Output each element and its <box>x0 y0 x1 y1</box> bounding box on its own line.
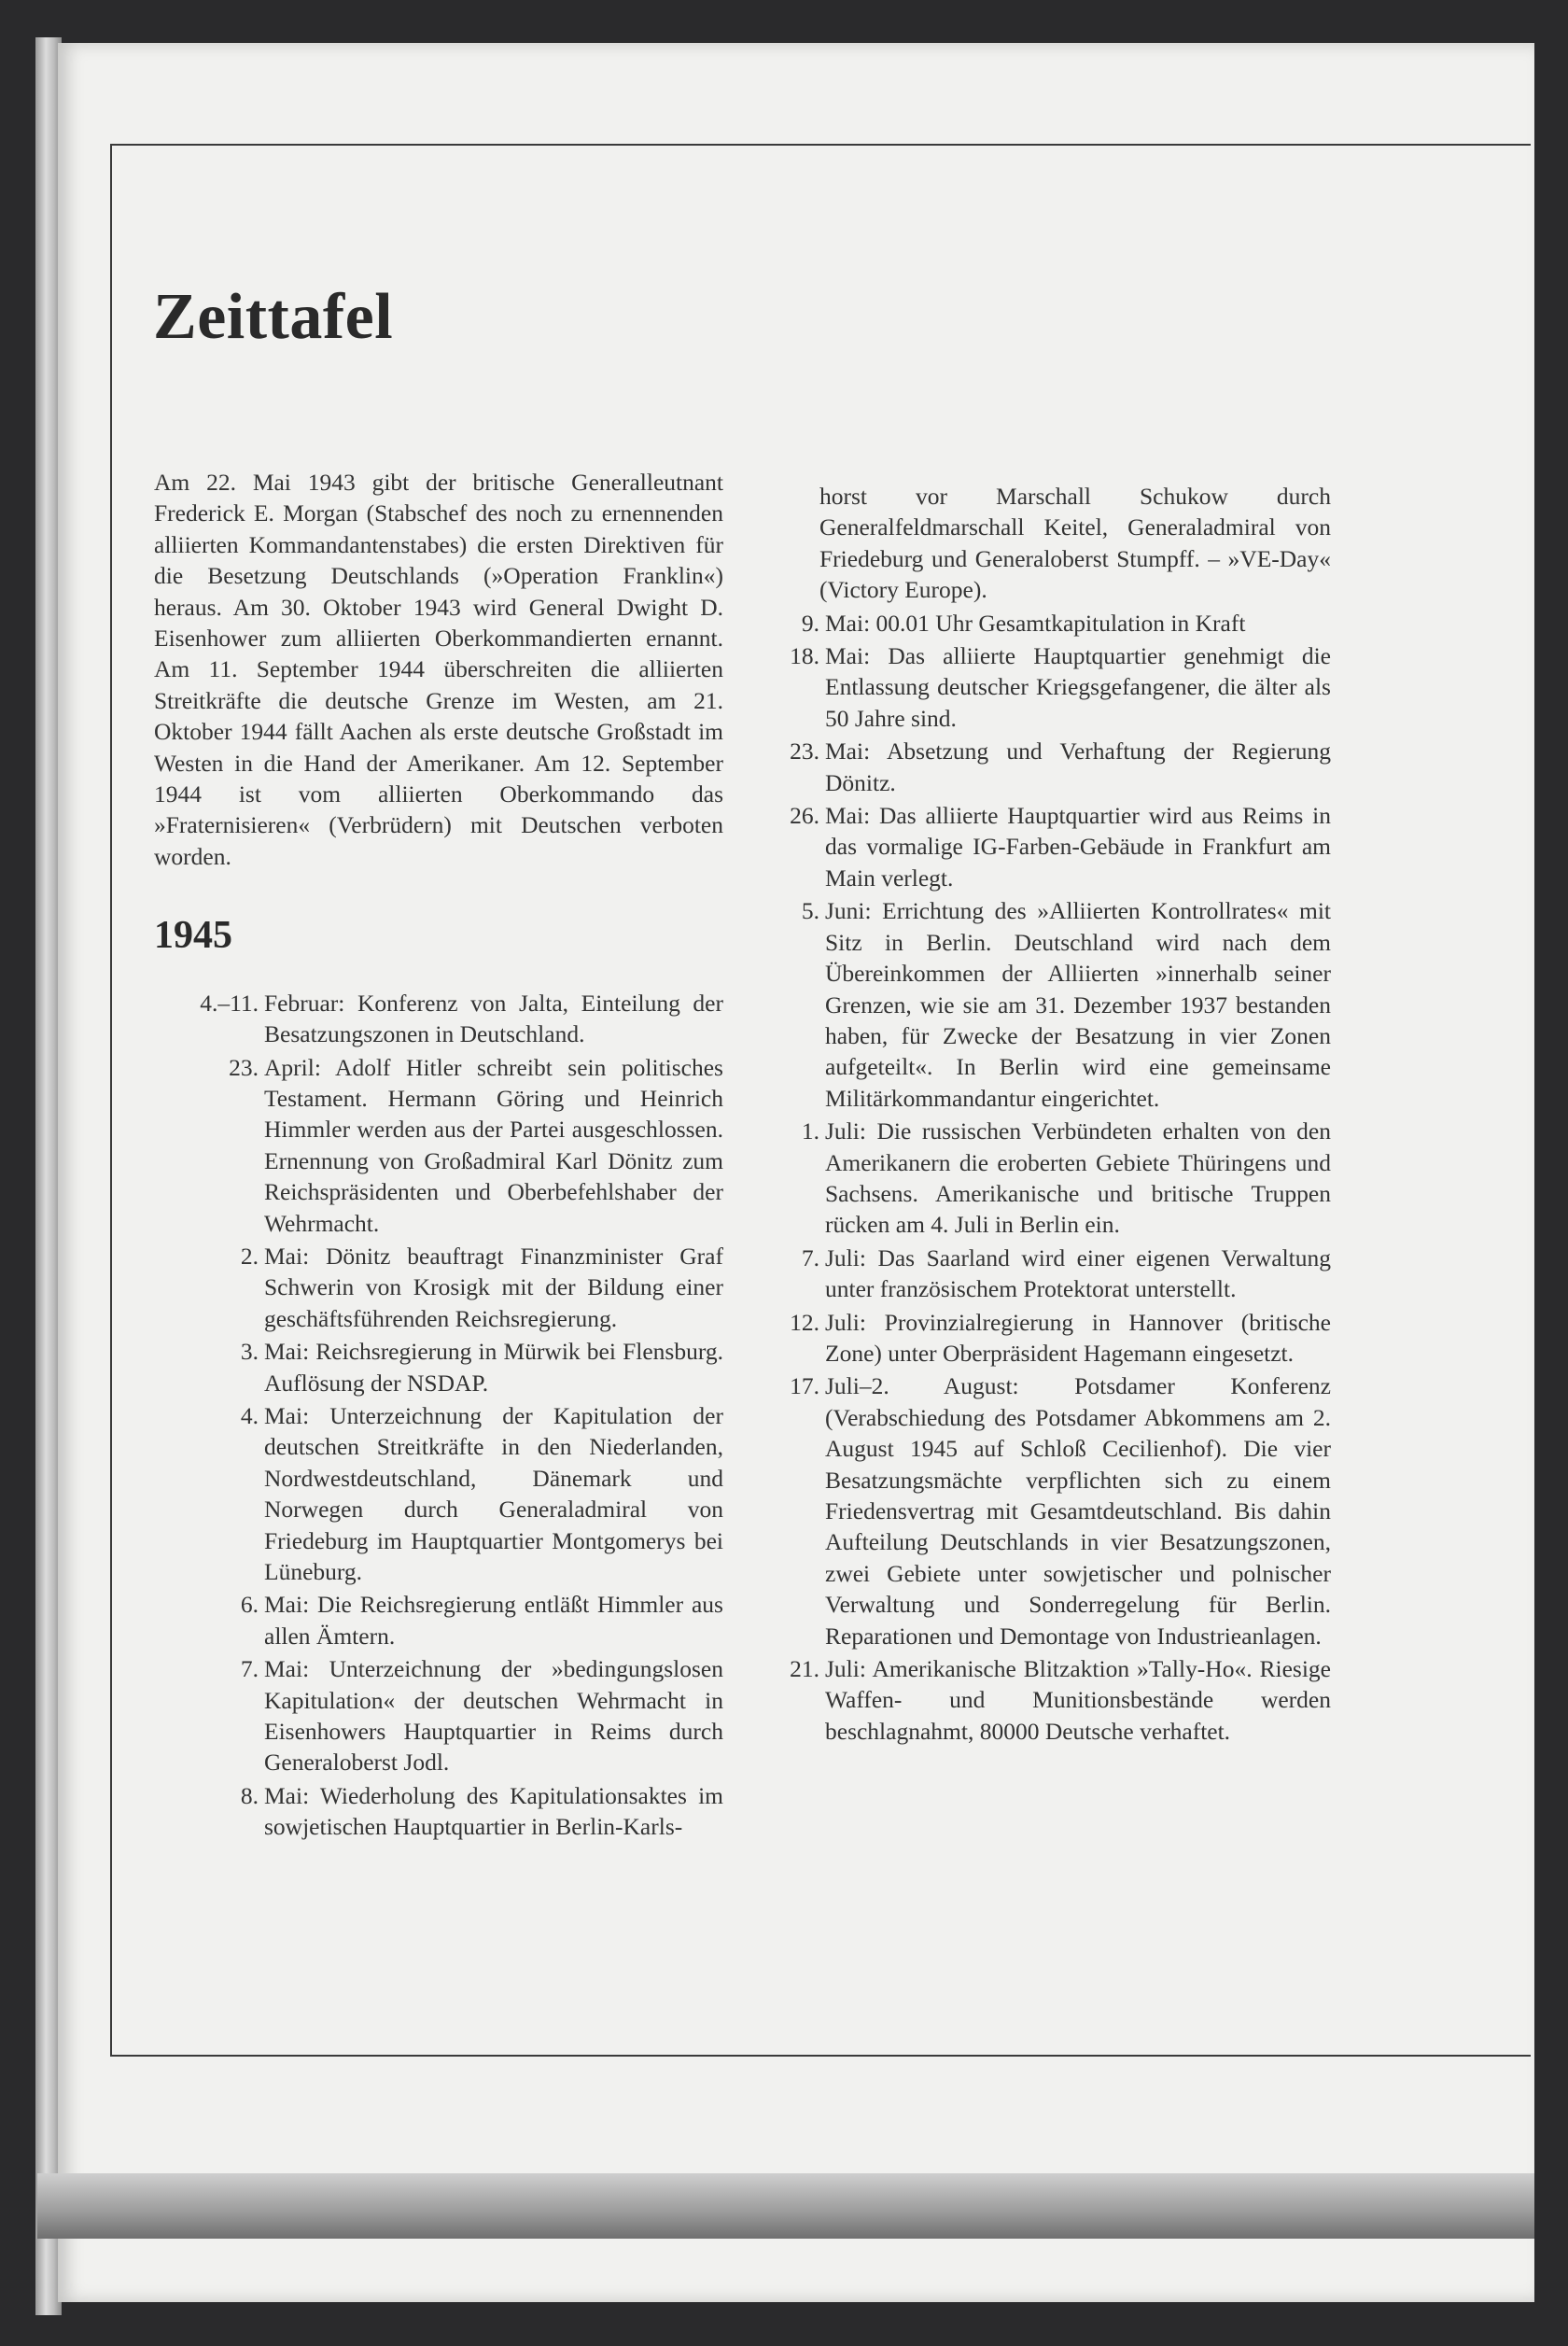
timeline-entry <box>782 608 1331 639</box>
entry-text: Juli: Amerikanische Blitzaktion »Tally-Ho«. Riesige Waffen- und Munitionsbestände werden beschlagnahmt, 80000 Deutsche verhaftet. <box>825 1655 1331 1745</box>
entry-date: 2. <box>240 1242 259 1270</box>
entry-text: Juli: Das Saarland wird einer eigenen Verwaltung unter französischem Protektorat unterstellt. <box>825 1243 1331 1303</box>
entry-text: Juni: Errichtung des »Alliierten Kontrollrates« mit Sitz in Berlin. Deutschland wird nach dem Übereinkommen der Alliierten »innerhalb seiner Grenzen, wie sie am 31. Dezember 1937 bestanden haben, für Zwecke der Besatzung in vier Zonen aufgeteilt«. In Berlin wird eine gemeinsame Militärkommandantur eingerichtet. <box>825 897 1331 1112</box>
timeline-entry <box>154 1400 723 1587</box>
timeline-entry <box>782 640 1331 734</box>
entry-date: 6. <box>240 1591 259 1619</box>
intro-paragraph: Am 22. Mai 1943 gibt der britische Generalleutnant Frederick E. Morgan (Stabschef des noch zu ernennenden alliierten Kommandantenstabes) die ersten Direktiven für die Besetzung Deutschlands (»Operation Franklin«) heraus. Am 30. Oktober 1943 wird General Dwight D. Eisenhower zum alliierten Oberkommandierten ernannt. Am 11. September 1944 überschreiten die alliierten Streitkräfte die deutsche Grenze im Westen, am 21. Oktober 1944 fällt Aachen als erste deutsche Großstadt im Westen in die Hand der Amerikaner. Am 12. September 1944 ist vom alliierten Oberkommando das »Fraternisieren« (Verbrüdern) mit Deutschen verboten worden. <box>154 469 723 870</box>
entry-text: Mai: Dönitz beauftragt Finanzminister Graf Schwerin von Krosigk mit der Bildung einer geschäftsführenden Reichsregierung. <box>264 1242 723 1332</box>
timeline-entry <box>782 736 1331 798</box>
timeline-entry <box>782 1243 1331 1305</box>
right-column <box>782 481 1331 1749</box>
left-column <box>154 467 723 1845</box>
entry-text: Mai: Reichsregierung in Mürwik bei Flensburg. Auflösung der NSDAP. <box>264 1338 723 1397</box>
entry-date: 3. <box>240 1338 259 1366</box>
sleeve-bottom-strip <box>37 2173 1534 2239</box>
entry-date: 23. <box>790 738 819 766</box>
entry-date: 18. <box>790 642 819 670</box>
timeline-entry <box>154 1336 723 1398</box>
entry-date: 23. <box>229 1053 259 1081</box>
timeline-entry <box>782 800 1331 893</box>
entry-text: Juli: Die russischen Verbündeten erhalten von den Amerikanern die eroberten Gebiete Thüringens und Sachsens. Amerikanische und britische Truppen rücken am 4. Juli in Berlin ein. <box>825 1117 1331 1239</box>
entry-text: Mai: Unterzeichnung der »bedingungslosen Kapitulation« der deutschen Wehrmacht in Eisenhowers Hauptquartier in Reims durch Generaloberst Jodl. <box>264 1655 723 1777</box>
entry-text: April: Adolf Hitler schreibt sein politisches Testament. Hermann Göring und Heinrich Himmler werden aus der Partei ausgeschlossen. Ernennung von Großadmiral Karl Dönitz zum Reichspräsidenten und Oberbefehlshaber der Wehrmacht. <box>264 1053 723 1237</box>
timeline-entry <box>154 1052 723 1239</box>
entry-date: 4.–11. <box>200 989 259 1017</box>
timeline-entry <box>782 1653 1331 1747</box>
entry-date: 9. <box>801 609 819 637</box>
entry-text: Juli–2. August: Potsdamer Konferenz (Verabschiedung des Potsdamer Abkommens am 2. August 1945 auf Schloß Cecilienhof). Die vier Besatzungsmächte verpflichten sich zu einem Friedensvertrag mit Gesamtdeutschland. Bis dahin Aufteilung Deutschlands in vier Besatzungszonen, zwei Gebiete unter sowjetischer und polnischer Verwaltung und Sonderregelung für Berlin. Reparationen und Demontage von Industrieanlagen. <box>825 1372 1331 1650</box>
timeline-entry <box>782 1307 1331 1370</box>
timeline-entry <box>154 1589 723 1651</box>
year-heading: 1945 <box>154 914 232 958</box>
continued-entry-text: horst vor Marschall Schukow durch Generalfeldmarschall Keitel, Generaladmiral von Friedeburg und Generaloberst Stumpff. – »VE-Day« (Victory Europe). <box>819 483 1331 604</box>
timeline-entry <box>782 1370 1331 1651</box>
entry-date: 26. <box>790 802 819 830</box>
entry-text: Mai: Absetzung und Verhaftung der Regierung Dönitz. <box>825 738 1331 796</box>
entry-date: 5. <box>801 897 819 925</box>
entry-date: 8. <box>240 1781 259 1809</box>
entry-text: Mai: Unterzeichnung der Kapitulation der deutschen Streitkräfte in den Niederlanden, Nordwestdeutschland, Dänemark und Norwegen durch Generaladmiral von Friedeburg im Hauptquartier Montgomerys bei Lüneburg. <box>264 1401 723 1585</box>
entry-date: 7. <box>801 1243 819 1271</box>
timeline-entry <box>154 1241 723 1334</box>
entry-date: 1. <box>801 1117 819 1145</box>
timeline-entry <box>154 988 723 1050</box>
timeline-entry <box>154 1780 723 1843</box>
entry-date: 17. <box>790 1372 819 1400</box>
page-title: Zeittafel <box>153 281 394 353</box>
entry-text: Mai: Wiederholung des Kapitulationsaktes im sowjetischen Hauptquartier in Berlin-Karls- <box>264 1781 723 1841</box>
entry-text: Mai: 00.01 Uhr Gesamtkapitulation in Kraft <box>825 609 1246 637</box>
entry-text: Mai: Das alliierte Hauptquartier genehmigt die Entlassung deutscher Kriegsgefangener, die älter als 50 Jahre sind. <box>825 642 1331 732</box>
entry-date: 7. <box>240 1655 259 1683</box>
entry-text: Mai: Die Reichsregierung entläßt Himmler aus allen Ämtern. <box>264 1591 723 1650</box>
entry-date: 12. <box>790 1308 819 1336</box>
entry-text: Februar: Konferenz von Jalta, Einteilung der Besatzungszonen in Deutschland. <box>264 989 723 1048</box>
timeline-entry <box>782 895 1331 1114</box>
timeline-entry <box>154 1653 723 1778</box>
timeline-entry <box>782 1116 1331 1241</box>
entry-text: Mai: Das alliierte Hauptquartier wird aus Reims in das vormalige IG-Farben-Gebäude in Frankfurt am Main verlegt. <box>825 802 1331 892</box>
entry-date: 4. <box>240 1401 259 1429</box>
entry-text: Juli: Provinzialregierung in Hannover (britische Zone) unter Oberpräsident Hagemann eingesetzt. <box>825 1308 1331 1367</box>
entry-date: 21. <box>790 1655 819 1683</box>
